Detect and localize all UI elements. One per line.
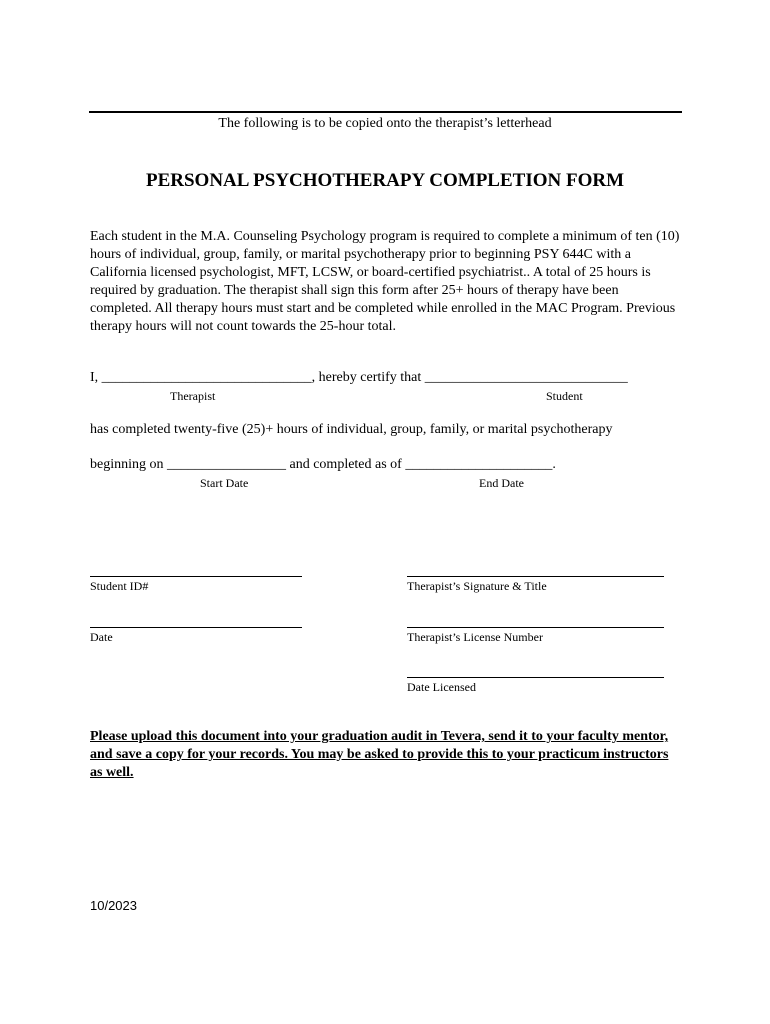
student-id-line[interactable]: [90, 576, 302, 577]
end-date-caption: End Date: [479, 476, 524, 490]
student-caption: Student: [546, 389, 583, 403]
therapist-signature-line[interactable]: [407, 576, 664, 577]
start-date-blank[interactable]: _________________: [167, 457, 286, 472]
license-number-label: Therapist’s License Number: [407, 630, 543, 644]
revision-date: 10/2023: [90, 898, 137, 913]
completed-statement: has completed twenty-five (25)+ hours of individual, group, family, or marital psychotherapy: [90, 422, 613, 437]
therapist-signature-label: Therapist’s Signature & Title: [407, 579, 547, 593]
date-licensed-line[interactable]: [407, 677, 664, 678]
completed-as-of-label: and completed as of: [289, 457, 402, 472]
period: .: [552, 457, 556, 472]
therapist-name-blank[interactable]: ______________________________: [101, 370, 312, 385]
date-line[interactable]: [90, 627, 302, 628]
student-name-blank[interactable]: _____________________________: [424, 370, 628, 385]
therapist-caption: Therapist: [170, 389, 216, 403]
top-divider: [89, 111, 682, 113]
intro-paragraph: Each student in the M.A. Counseling Psychology program is required to complete a minimum of ten (10) hours of individual, group, family, or marital psychotherapy prior to beginning PSY 644C with a California licensed psychologist, MFT, LCSW, or board-certified psychiatrist.. A total of 25 hours is required by graduation. The therapist shall sign this form after 25+ hours of therapy have been completed. All therapy hours must start and be completed while enrolled in the MAC Program. Previous therapy hours will not count towards the 25-hour total.: [90, 229, 680, 334]
start-date-caption: Start Date: [200, 476, 249, 490]
hereby-certify-text: , hereby certify that: [311, 370, 422, 385]
dates-line: [90, 457, 556, 473]
date-label: Date: [90, 630, 113, 644]
form-title: PERSONAL PSYCHOTHERAPY COMPLETION FORM: [145, 170, 624, 191]
date-licensed-label: Date Licensed: [407, 680, 476, 694]
license-number-line[interactable]: [407, 627, 664, 628]
upload-notice: Please upload this document into your graduation audit in Tevera, send it to your faculty mentor, and save a copy for your records. You may be asked to provide this to your practicum instructors as well.: [90, 729, 669, 780]
letterhead-note: The following is to be copied onto the therapist’s letterhead: [218, 116, 552, 131]
certify-line: [90, 370, 628, 386]
i-label: I,: [90, 370, 99, 385]
beginning-label: beginning on: [90, 457, 164, 472]
end-date-blank[interactable]: _____________________: [405, 457, 553, 472]
student-id-label: Student ID#: [90, 579, 149, 593]
